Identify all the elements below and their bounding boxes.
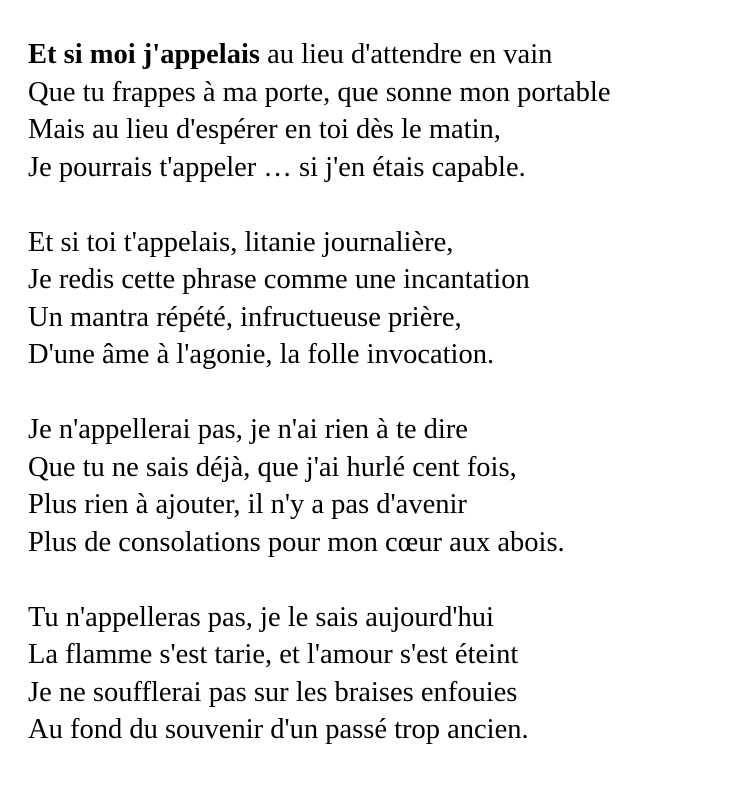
poem-line: Je ne soufflerai pas sur les braises enfouies [28, 676, 518, 708]
poem-line: Que tu frappes à ma porte, que sonne mon portable [28, 76, 611, 108]
stanza-2 [28, 224, 743, 374]
poem-line: Je pourrais t'appeler … si j'en étais capable. [28, 151, 526, 183]
stanza-1 [28, 36, 743, 186]
poem [28, 36, 743, 749]
stanza-3 [28, 411, 743, 561]
poem-line: Et si toi t'appelais, litanie journalière, [28, 226, 454, 258]
poem-line: D'une âme à l'agonie, la folle invocation. [28, 339, 495, 370]
stanza-4 [28, 599, 743, 749]
poem-line [28, 36, 743, 74]
poem-line: Un mantra répété, infructueuse prière, [28, 301, 462, 333]
poem-line: Plus rien à ajouter, il n'y a pas d'avenir [28, 489, 467, 520]
poem-line: Je redis cette phrase comme une incantation [28, 264, 530, 295]
poem-line: La flamme s'est tarie, et l'amour s'est éteint [28, 639, 519, 670]
poem-line: Au fond du souvenir d'un passé trop ancien. [28, 714, 529, 745]
poem-line: Je n'appellerai pas, je n'ai rien à te dire [28, 414, 468, 445]
poem-line-text: au lieu d'attendre en vain [267, 39, 553, 70]
poem-line: Mais au lieu d'espérer en toi dès le matin, [28, 114, 501, 145]
poem-title-phrase: Et si moi j'appelais [28, 39, 260, 70]
poem-line: Tu n'appelleras pas, je le sais aujourd'hui [28, 601, 494, 633]
poem-line: Que tu ne sais déjà, que j'ai hurlé cent fois, [28, 451, 517, 483]
poem-line: Plus de consolations pour mon cœur aux abois. [28, 526, 565, 558]
